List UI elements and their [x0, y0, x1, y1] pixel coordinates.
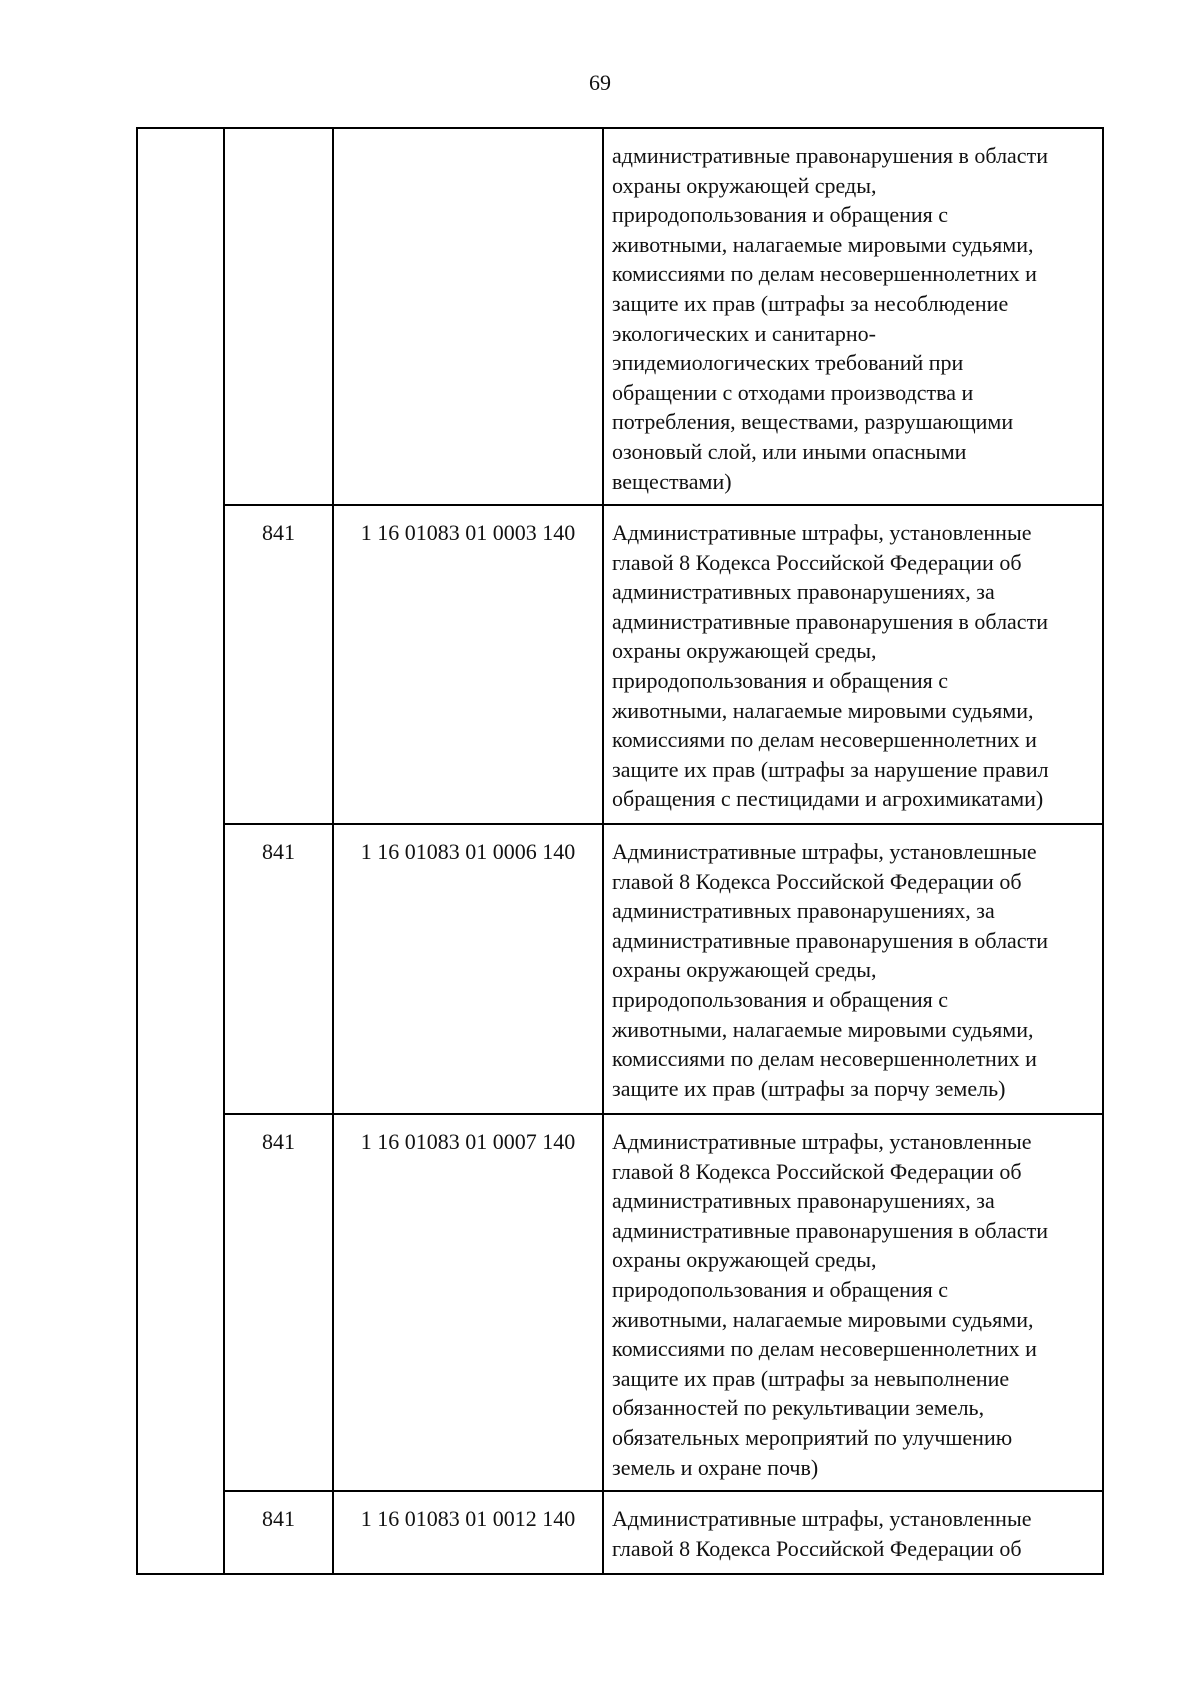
- table-row: [225, 825, 1102, 1115]
- table-row: [225, 129, 1102, 506]
- budget-code-cell: [334, 129, 604, 504]
- description-cell: Административные штрафы, установленные главой 8 Кодекса Российской Федерации об административных правонарушениях, за административные правонарушения в области охраны окружающей среды, природопользования и обращения с животными, налагаемые мировыми судьями, комиссиями по делам несовершеннолетних и защите их прав (штрафы за нарушение правил обращения с пестицидами и агрохимикатами): [612, 520, 1049, 812]
- admin-code-cell: 841: [225, 825, 334, 1113]
- description-cell: Административные штрафы, установленные главой 8 Кодекса Российской Федерации об: [612, 1506, 1032, 1561]
- admin-code-cell: [225, 129, 334, 504]
- description-cell: Административные штрафы, установленные главой 8 Кодекса Российской Федерации об административных правонарушениях, за административные правонарушения в области охраны окружающей среды, природопользования и обращения с животными, налагаемые мировыми судьями, комиссиями по делам несовершеннолетних и защите их прав (штрафы за невыполнение обязанностей по рекультивации земель, обязательных мероприятий по улучшению земель и охране почв): [612, 1129, 1048, 1480]
- budget-code-cell: 1 16 01083 01 0012 140: [334, 1492, 604, 1573]
- budget-code-cell: 1 16 01083 01 0006 140: [334, 825, 604, 1113]
- admin-code-cell: 841: [225, 1492, 334, 1573]
- description-cell: административные правонарушения в области охраны окружающей среды, природопользования и обращения с животными, налагаемые мировыми судьями, комиссиями по делам несовершеннолетних и защите их прав (штрафы за несоблюдение экологических и санитарно- эпидемиологических требований при обращении с отходами производства и потребления, веществами, разрушающими озоновый слой, или иными опасными веществами): [612, 143, 1048, 494]
- admin-code-cell: 841: [225, 506, 334, 823]
- budget-code-cell: 1 16 01083 01 0007 140: [334, 1115, 604, 1490]
- table-rows: [225, 129, 1102, 1573]
- page-number: 69: [589, 70, 611, 95]
- budget-code-cell: 1 16 01083 01 0003 140: [334, 506, 604, 823]
- admin-code-cell: 841: [225, 1115, 334, 1490]
- table-row: [225, 506, 1102, 825]
- description-cell: Административные штрафы, установлешные главой 8 Кодекса Российской Федерации об административных правонарушениях, за административные правонарушения в области охраны окружающей среды, природопользования и обращения с животными, налагаемые мировыми судьями, комиссиями по делам несовершеннолетних и защите их прав (штрафы за порчу земель): [612, 839, 1048, 1101]
- table-row: [225, 1492, 1102, 1573]
- blank-left-column: [138, 129, 225, 1573]
- table-row: [225, 1115, 1102, 1492]
- revenue-codes-table: [136, 127, 1104, 1575]
